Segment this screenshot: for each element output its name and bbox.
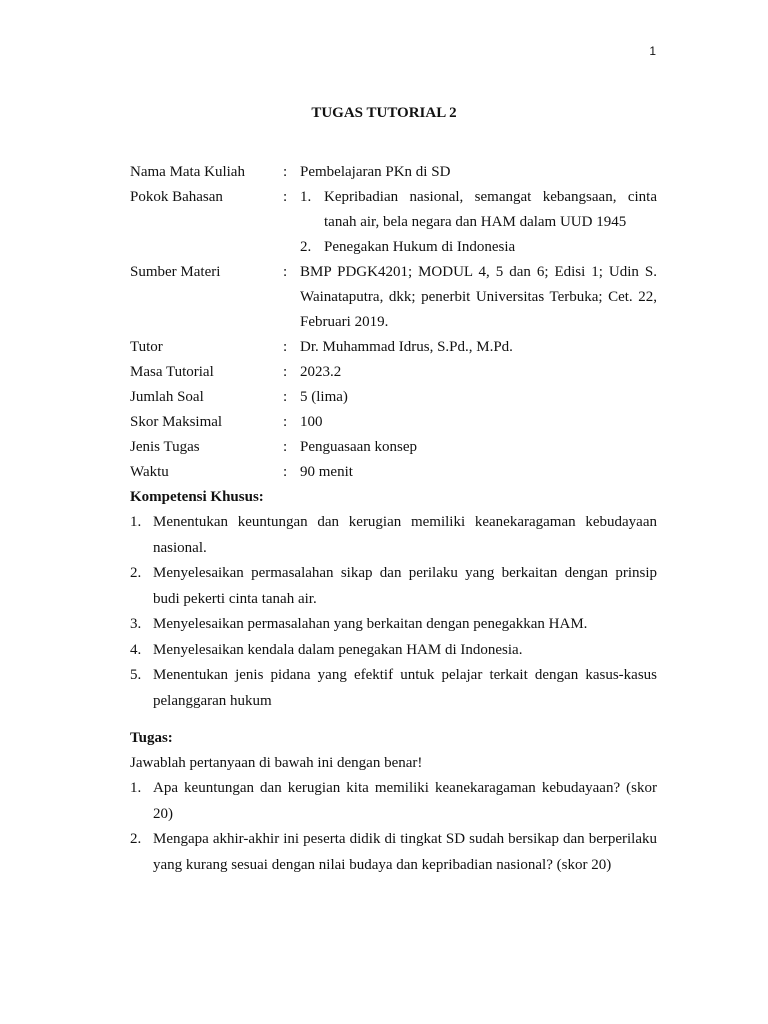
info-colon: : xyxy=(283,414,288,430)
info-colon: : xyxy=(283,439,288,455)
info-value: BMP PDGK4201; MODUL 4, 5 dan 6; Edisi 1; Udin S. Wainataputra, dkk; penerbit Universitas Terbuka; Cet. 22, Februari 2019. xyxy=(300,264,657,330)
info-value: Pembelajaran PKn di SD xyxy=(300,164,451,180)
item-text: Apa keuntungan dan kerugian kita memiliki keanekaragaman kebudayaan? (skor 20) xyxy=(153,780,657,822)
info-colon: : xyxy=(283,164,288,180)
pokok-bahasan-item xyxy=(300,185,657,235)
info-row-skor-maksimal xyxy=(130,410,657,435)
tugas-list xyxy=(130,776,657,878)
item-text: Menyelesaikan kendala dalam penegakan HAM di Indonesia. xyxy=(153,641,523,658)
item-text: Menentukan jenis pidana yang efektif untuk pelajar terkait dengan kasus-kasus pelanggaran hukum xyxy=(153,667,657,709)
item-number: 1. xyxy=(130,780,142,796)
item-text: Kepribadian nasional, semangat kebangsaan, cinta tanah air, bela negara dan HAM dalam UUD 1945 xyxy=(324,189,657,230)
page-number: 1 xyxy=(649,44,656,58)
item-number: 2. xyxy=(130,831,142,847)
document-title: TUGAS TUTORIAL 2 xyxy=(311,105,457,121)
info-label: Nama Mata Kuliah xyxy=(130,164,245,180)
item-text: Mengapa akhir-akhir ini peserta didik di tingkat SD sudah bersikap dan berperilaku yang kurang sesuai dengan nilai budaya dan kepribadian nasional? (skor 20) xyxy=(153,831,657,873)
list-item xyxy=(130,510,657,561)
item-number: 5. xyxy=(130,667,142,683)
info-label: Waktu xyxy=(130,464,169,480)
info-colon: : xyxy=(283,189,288,205)
info-row-waktu xyxy=(130,460,657,485)
info-row-jumlah-soal xyxy=(130,385,657,410)
item-number: 3. xyxy=(130,616,142,632)
info-value: Dr. Muhammad Idrus, S.Pd., M.Pd. xyxy=(300,339,513,355)
info-label: Skor Maksimal xyxy=(130,414,223,430)
item-number: 4. xyxy=(130,641,142,658)
list-item xyxy=(130,612,657,638)
item-text: Menyelesaikan permasalahan yang berkaitan dengan penegakkan HAM. xyxy=(153,616,588,632)
tugas-heading: Tugas: xyxy=(130,730,173,746)
info-label: Tutor xyxy=(130,339,163,355)
info-colon: : xyxy=(283,389,288,405)
list-item xyxy=(130,663,657,714)
item-number: 1. xyxy=(300,189,312,205)
info-colon: : xyxy=(283,464,288,480)
info-row-sumber-materi xyxy=(130,260,657,335)
info-value: 90 menit xyxy=(300,464,353,480)
info-row-tutor xyxy=(130,335,657,360)
tugas-intro: Jawablah pertanyaan di bawah ini dengan benar! xyxy=(130,755,423,771)
item-number: 1. xyxy=(130,514,142,530)
info-label: Pokok Bahasan xyxy=(130,189,223,205)
item-text: Menentukan keuntungan dan kerugian memiliki keanekaragaman kebudayaan nasional. xyxy=(153,514,657,556)
list-item xyxy=(130,638,657,664)
pokok-bahasan-item xyxy=(300,235,657,260)
info-colon: : xyxy=(283,364,288,380)
info-row-nama-mata-kuliah xyxy=(130,160,657,185)
info-label: Sumber Materi xyxy=(130,264,221,280)
item-number: 2. xyxy=(300,239,312,255)
list-item xyxy=(130,827,657,878)
document-body xyxy=(130,160,657,878)
info-value: 100 xyxy=(300,414,323,430)
kompetensi-list xyxy=(130,510,657,714)
info-colon: : xyxy=(283,264,288,280)
item-text: Penegakan Hukum di Indonesia xyxy=(324,239,516,255)
kompetensi-heading: Kompetensi Khusus: xyxy=(130,489,264,505)
info-label: Jenis Tugas xyxy=(130,439,200,455)
info-row-pokok-bahasan xyxy=(130,185,657,260)
info-value-list xyxy=(300,185,657,260)
info-value: 2023.2 xyxy=(300,364,342,380)
list-item xyxy=(130,776,657,827)
item-number: 2. xyxy=(130,565,142,581)
info-value: Penguasaan konsep xyxy=(300,439,418,455)
list-item xyxy=(130,561,657,612)
item-text: Menyelesaikan permasalahan sikap dan perilaku yang berkaitan dengan prinsip budi pekerti cinta tanah air. xyxy=(153,565,657,607)
info-row-jenis-tugas xyxy=(130,435,657,460)
info-label: Jumlah Soal xyxy=(130,389,204,405)
info-colon: : xyxy=(283,339,288,355)
info-row-masa-tutorial xyxy=(130,360,657,385)
info-label: Masa Tutorial xyxy=(130,364,214,380)
info-value: 5 (lima) xyxy=(300,389,348,405)
